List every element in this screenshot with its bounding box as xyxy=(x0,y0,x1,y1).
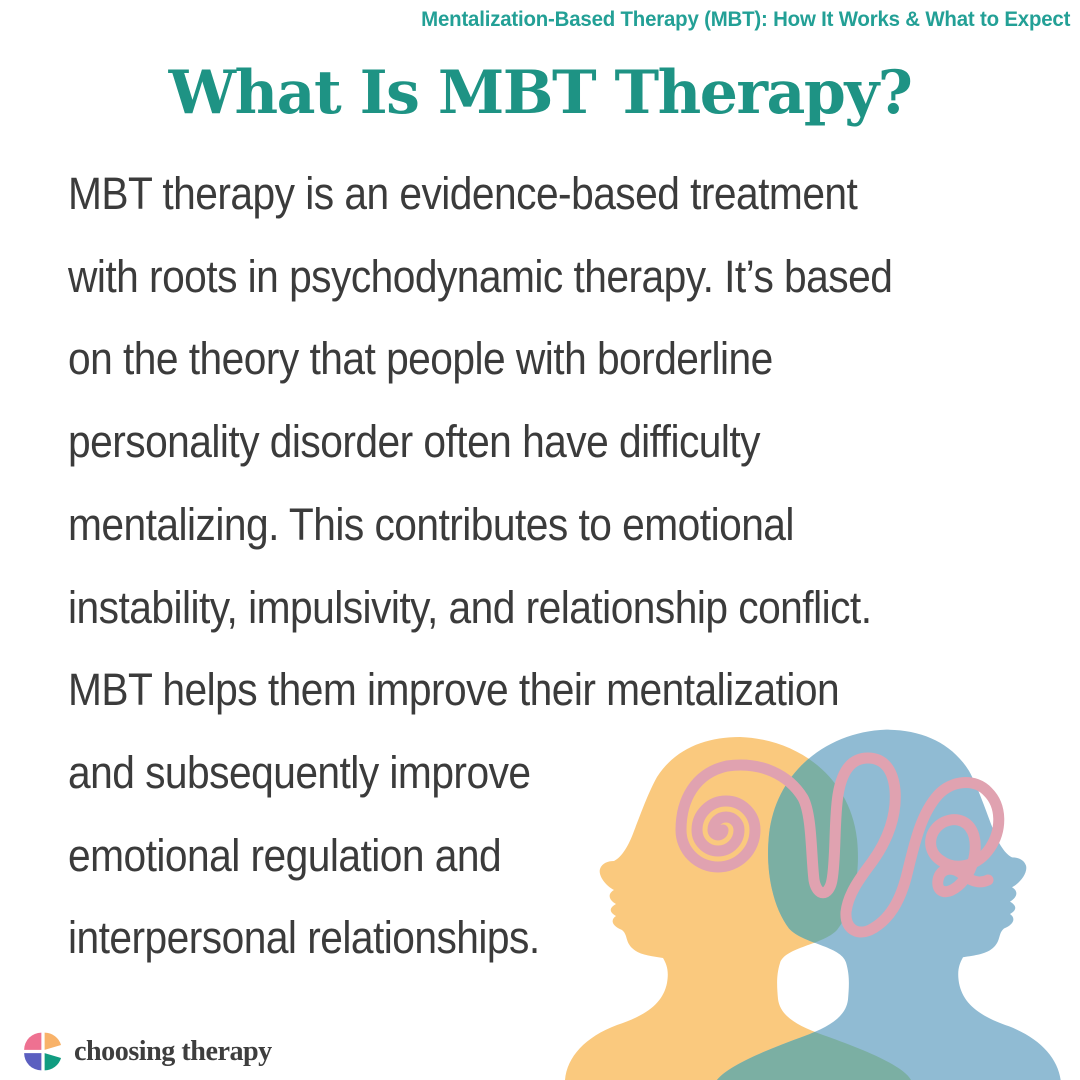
choosing-therapy-logo xyxy=(22,1031,278,1072)
body-line: MBT helps them improve their mentalization xyxy=(68,664,840,716)
page-title: What Is MBT Therapy? xyxy=(168,58,912,128)
body-line: emotional regulation and xyxy=(68,829,502,881)
choosing-therapy-logo-icon xyxy=(22,1031,64,1072)
logo-quadrant-green xyxy=(45,1053,61,1070)
body-line: interpersonal relationships. xyxy=(68,912,540,964)
body-line: instability, impulsivity, and relationship conflict. xyxy=(68,581,872,633)
logo-quadrant-orange xyxy=(45,1033,61,1050)
logo-wordmark: choosing therapy xyxy=(74,1035,272,1067)
body-line: mentalizing. This contributes to emotional xyxy=(68,498,794,550)
logo-quadrant-pink xyxy=(24,1033,41,1050)
body-line: personality disorder often have difficulty xyxy=(68,416,761,468)
body-line: MBT therapy is an evidence-based treatment xyxy=(68,168,858,219)
body-line: with roots in psychodynamic therapy. It’s based xyxy=(68,250,893,302)
article-title-header: Mentalization-Based Therapy (MBT): How It Works & What to Expect xyxy=(420,7,1070,31)
body-line: and subsequently improve xyxy=(68,746,531,798)
two-heads-illustration xyxy=(555,715,1080,1080)
logo-quadrant-purple xyxy=(24,1053,41,1070)
body-line: on the theory that people with borderline xyxy=(68,333,773,385)
